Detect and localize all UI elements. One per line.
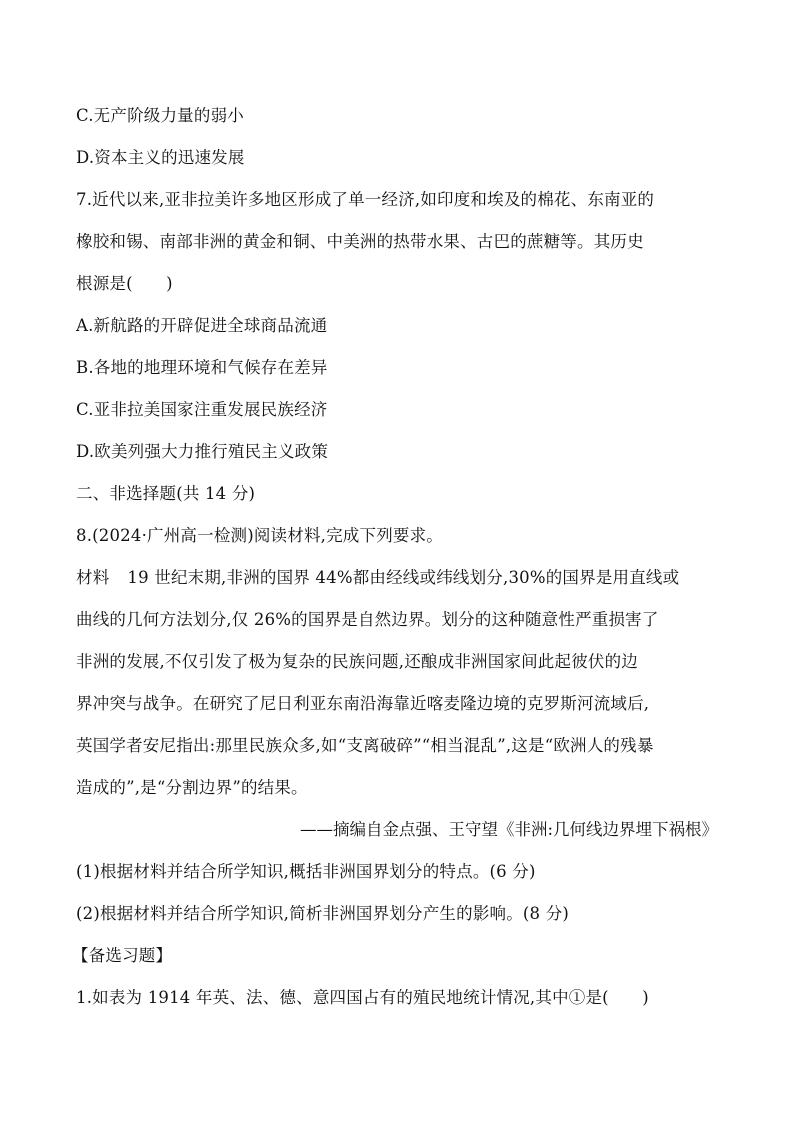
q8-material-line-6: 造成的”,是“分割边界”的结果。 <box>76 778 308 797</box>
backup-heading: 【备选习题】 <box>72 946 173 965</box>
q7-stem-line-3: 根源是( ) <box>76 274 173 293</box>
q7-option-d: D.欧美列强大力推行殖民主义政策 <box>76 442 329 461</box>
q8-material-line-2: 曲线的几何方法划分,仅 26%的国界是自然边界。划分的这种随意性严重损害了 <box>76 610 659 629</box>
q6-option-c: C.无产阶级力量的弱小 <box>76 106 244 125</box>
material-text-1: 19 世纪末期,非洲的国界 44%都由经线或纬线划分,30%的国界是用直线或 <box>127 568 680 587</box>
backup-q1-stem: 1.如表为 1914 年英、法、德、意四国占有的殖民地统计情况,其中①是( ) <box>76 988 649 1007</box>
q8-sub-question-2: (2)根据材料并结合所学知识,简析非洲国界划分产生的影响。(8 分) <box>76 904 570 923</box>
q7-stem-line-2: 橡胶和锡、南部非洲的黄金和铜、中美洲的热带水果、古巴的蔗糖等。其历史 <box>76 232 644 251</box>
q8-material-line-4: 界冲突与战争。在研究了尼日利亚东南沿海靠近喀麦隆边境的克罗斯河流域后, <box>76 694 650 713</box>
q8-source: ——摘编自金点强、王守望《非洲:几何线边界埋下祸根》 <box>299 820 718 839</box>
q8-material-line-5: 英国学者安尼指出:那里民族众多,如“支离破碎”“相当混乱”,这是“欧洲人的残暴 <box>76 736 654 755</box>
q7-option-a: A.新航路的开辟促进全球商品流通 <box>76 316 328 335</box>
q8-material-line-3: 非洲的发展,不仅引发了极为复杂的民族问题,还酿成非洲国家间此起彼伏的边 <box>76 652 638 671</box>
q8-material-line-1 <box>76 566 726 590</box>
q6-option-d: D.资本主义的迅速发展 <box>76 148 245 167</box>
q7-stem-line-1: 7.近代以来,亚非拉美许多地区形成了单一经济,如印度和埃及的棉花、东南亚的 <box>76 190 655 209</box>
q7-option-c: C.亚非拉美国家注重发展民族经济 <box>76 400 328 419</box>
material-label: 材料 <box>76 568 110 587</box>
q8-stem: 8.(2024·广州高一检测)阅读材料,完成下列要求。 <box>76 526 443 545</box>
q8-sub-question-1: (1)根据材料并结合所学知识,概括非洲国界划分的特点。(6 分) <box>76 862 536 881</box>
q7-option-b: B.各地的地理环境和气候存在差异 <box>76 358 328 377</box>
section-heading: 二、非选择题(共 14 分) <box>76 484 256 503</box>
